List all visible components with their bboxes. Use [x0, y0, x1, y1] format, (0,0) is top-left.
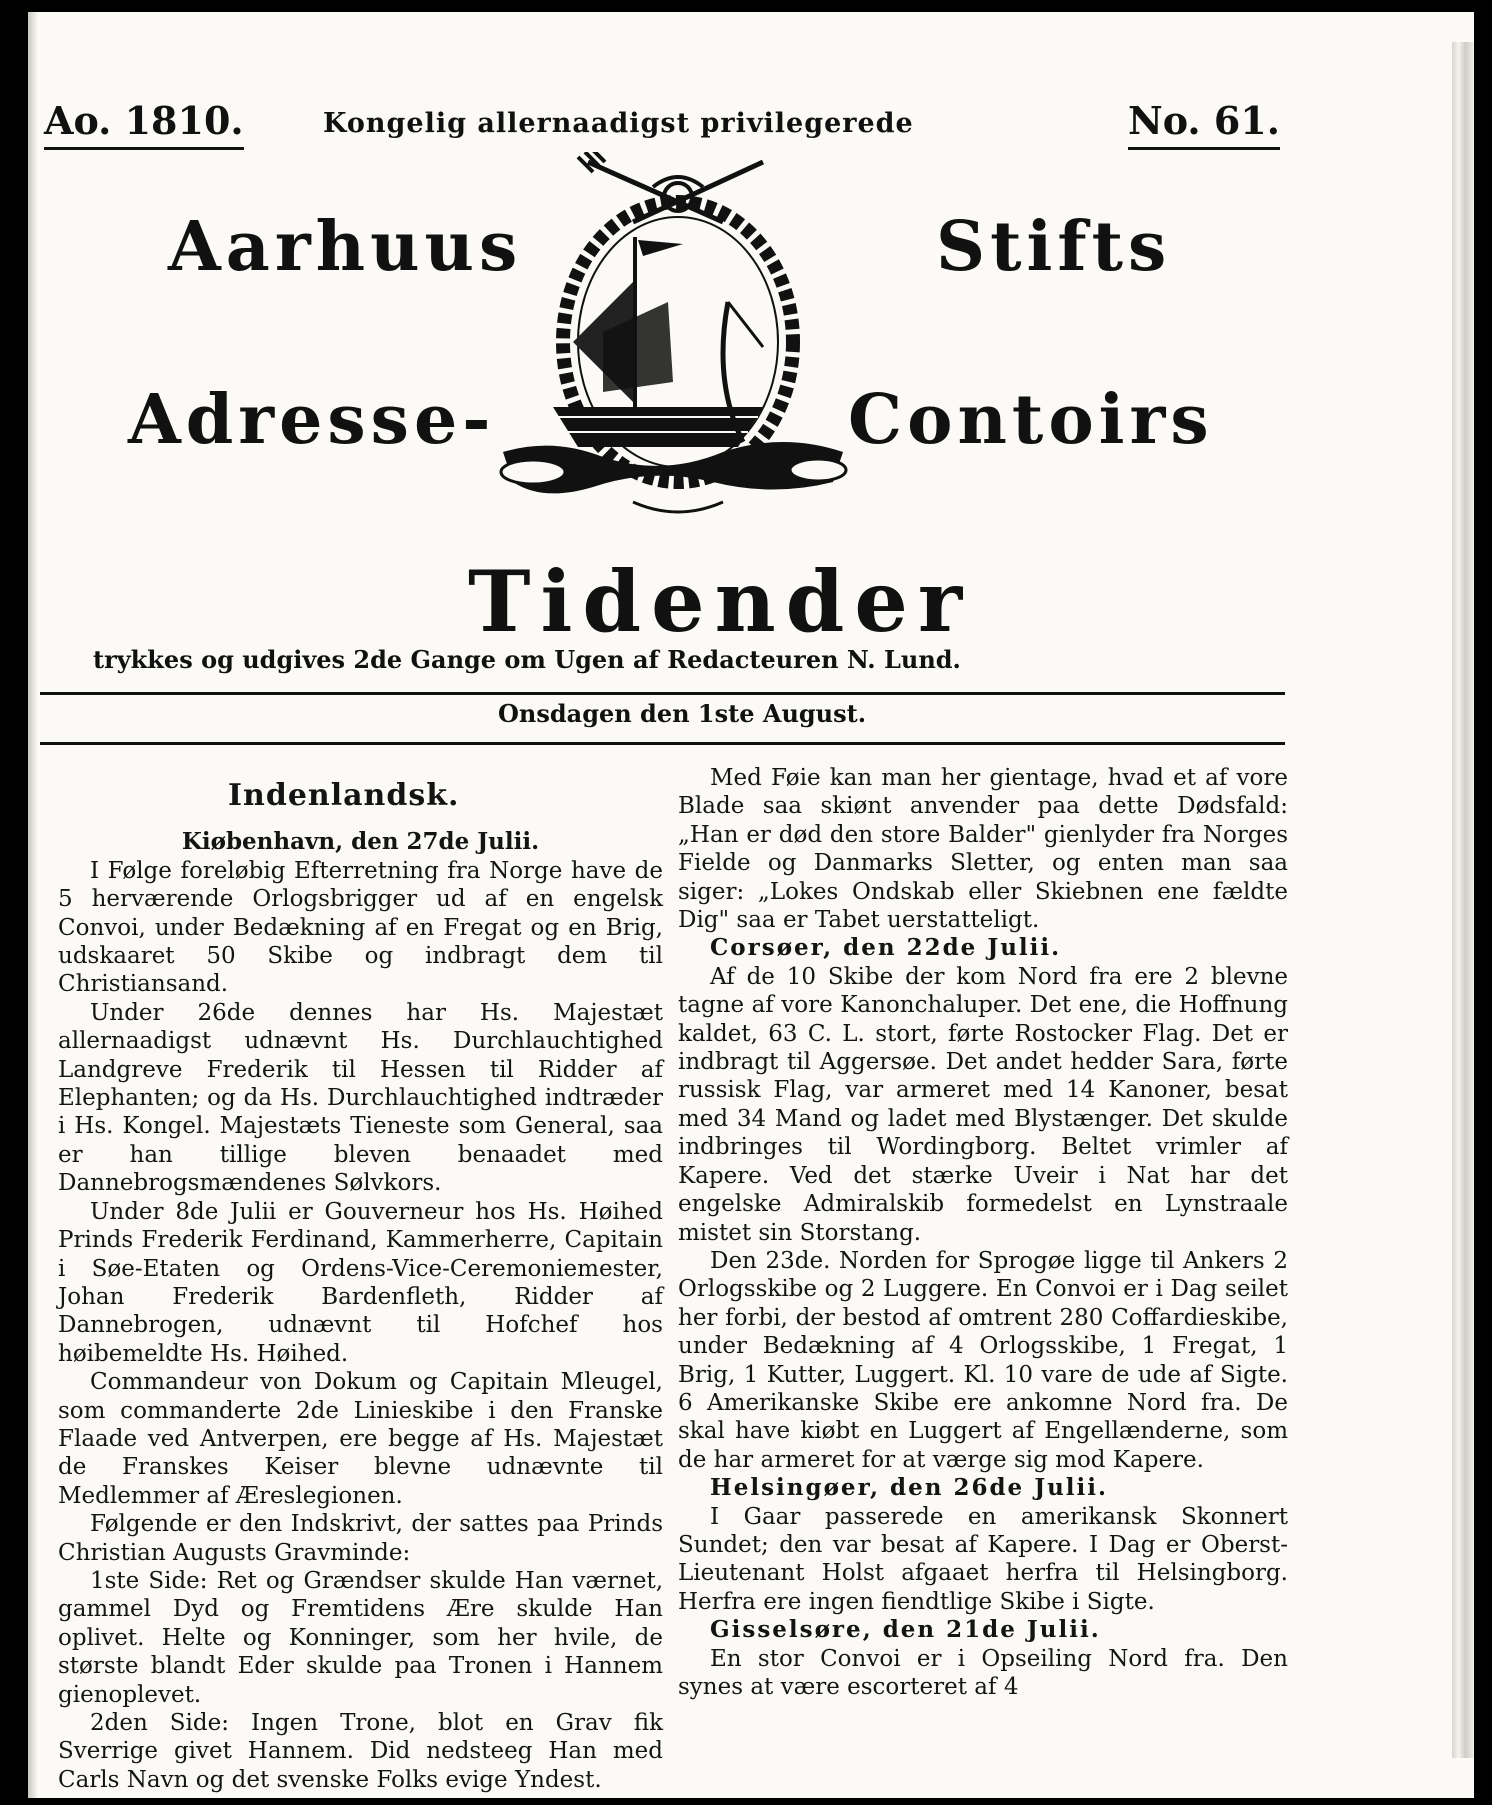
newspaper-page: [28, 12, 1474, 1798]
paragraph: Under 26de dennes har Hs. Majestæt allernaadigst udnævnt Hs. Durchlauchtighed Landgreve Frederik til Hessen til Ridder af Elephanten; og da Hs. Durchlauchtighed indtræder i Hs. Kongel. Majestæts Tieneste som General, saa er han tillige bleven benaadet med Dannebrogsmændenes Sølvkors.: [58, 999, 663, 1197]
dateline-helsingoer: Helsingøer, den 26de Julii.: [710, 1474, 1109, 1502]
right-column: [678, 764, 1288, 1701]
title-aarhuus: Aarhuus: [168, 207, 523, 287]
paragraph: I Følge foreløbig Efterretning fra Norge have de 5 herværende Orlogsbrigger ud af en engelsk Convoi, under Bedækning af en Fregat og en Brig, udskaaret 50 Skibe og indbragt dem til Christiansand.: [58, 857, 663, 998]
paragraph: Den 23de. Norden for Sprogøe ligge til Ankers 2 Orlogsskibe og 2 Luggere. En Convoi er i Dag seilet her forbi, der bestod af omtrent 280 Coffardieskibe, under Bedækning af 4 Orlogsskibe, 1 Fregat, 1 Brig, 1 Kutter, Luggert. Kl. 10 vare de ude af Sigte. 6 Amerikanske Skibe ere ankomne Nord fra. De skal have kiøbt en Luggert af Engellænderne, som de har armeret for at værge sig mod Kapere.: [678, 1247, 1288, 1473]
dateline-kiobenhavn: Kiøbenhavn, den 27de Julii.: [181, 828, 540, 856]
paragraph: Commandeur von Dokum og Capitain Mleugel, som commanderte 2de Linieskibe i den Franske Flaade ved Antverpen, ere begge af Hs. Majestæt de Franskes Keiser blevne udnævnte til Medlemmer af Æreslegionen.: [58, 1369, 663, 1509]
page-right-edge: [1452, 42, 1474, 1758]
paragraph: 2den Side: Ingen Trone, blot en Grav fik Sverrige givet Hannem. Did nedsteeg Han med Carls Navn og det svenske Folks evige Yndest.: [58, 1710, 663, 1793]
bottom-rule: [40, 742, 1285, 745]
section-title: Indenlandsk.: [228, 778, 460, 813]
paragraph: 1ste Side: Ret og Grændser skulde Han værnet, gammel Dyd og Fremtidens Ære skulde Han oplivet. Helte og Konninger, som her hvile, de største blandt Eder skulde paa Tronen i Hannem gienoplevet.: [58, 1567, 663, 1708]
dateline-gisselsoere: Gisselsøre, den 21de Julii.: [710, 1616, 1101, 1644]
paragraph: Under 8de Julii er Gouverneur hos Hs. Høihed Prinds Frederik Ferdinand, Kammerherre, Capitain i Søe-Etaten og Ordens-Vice-Ceremoniemester, Johan Frederik Bardenfleth, Ridder af Dannebrogen, udnævnt til Hofchef hos høibemeldte Hs. Høihed.: [58, 1198, 663, 1367]
paragraph: Af de 10 Skibe der kom Nord fra ere 2 blevne tagne af vore Kanonchaluper. Det ene, die Hoffnung kaldet, 63 C. L. stort, førte Rostocker Flag. Det er indbragt til Aggersøe. Det andet hedder Sara, førte russisk Flag, var armeret med 14 Kanoner, besat med 34 Mand og ladet med Blystænger. Det skulde indbringes til Wordingborg. Beltet vrimler af Kapere. Ved det stærke Uveir i Nat har det engelske Admiralskib formedelst en Lynstraale mistet sin Storstang.: [678, 963, 1288, 1246]
title-stifts: Stifts: [936, 207, 1172, 287]
dateline-corsoer: Corsøer, den 22de Julii.: [710, 934, 1062, 962]
issue-number: No. 61.: [1128, 98, 1280, 150]
title-contoirs: Contoirs: [848, 380, 1214, 460]
year-label: Ao. 1810.: [44, 98, 244, 150]
privileged-line: Kongelig allernaadigst privilegerede: [323, 108, 914, 139]
paragraph: Følgende er den Indskrivt, der sattes paa Prinds Christian Augusts Gravminde:: [58, 1511, 663, 1566]
imprint-line: trykkes og udgives 2de Gange om Ugen af Redacteuren N. Lund.: [93, 645, 961, 674]
top-rule: [40, 692, 1285, 695]
paragraph: I Gaar passerede en amerikansk Skonnert Sundet; den var besat af Kapere. I Dag er Oberst-Lieutenant Holst afgaaet herfra til Helsingborg. Herfra ere ingen fiendtlige Skibe i Sigte.: [678, 1503, 1288, 1615]
paragraph: Med Føie kan man her gientage, hvad et af vore Blade saa skiønt anvender paa dette Dødsfald: „Han er død den store Balder" gienlyder fra Norges Fielde og Danmarks Sletter, og enten man saa siger: „Lokes Ondskab eller Skiebnen ene fældte Dig" saa er Tabet uerstatteligt.: [678, 765, 1288, 934]
page-left-edge: [28, 12, 38, 1798]
paragraph: En stor Convoi er i Opseiling Nord fra. Den synes at være escorteret af 4: [678, 1645, 1288, 1700]
issue-dateline: Onsdagen den 1ste August.: [498, 699, 867, 728]
left-column: [58, 764, 663, 1794]
ship-vignette: [493, 152, 863, 532]
title-adresse: Adresse-: [128, 380, 496, 460]
title-tidender: Tidender: [468, 552, 973, 651]
